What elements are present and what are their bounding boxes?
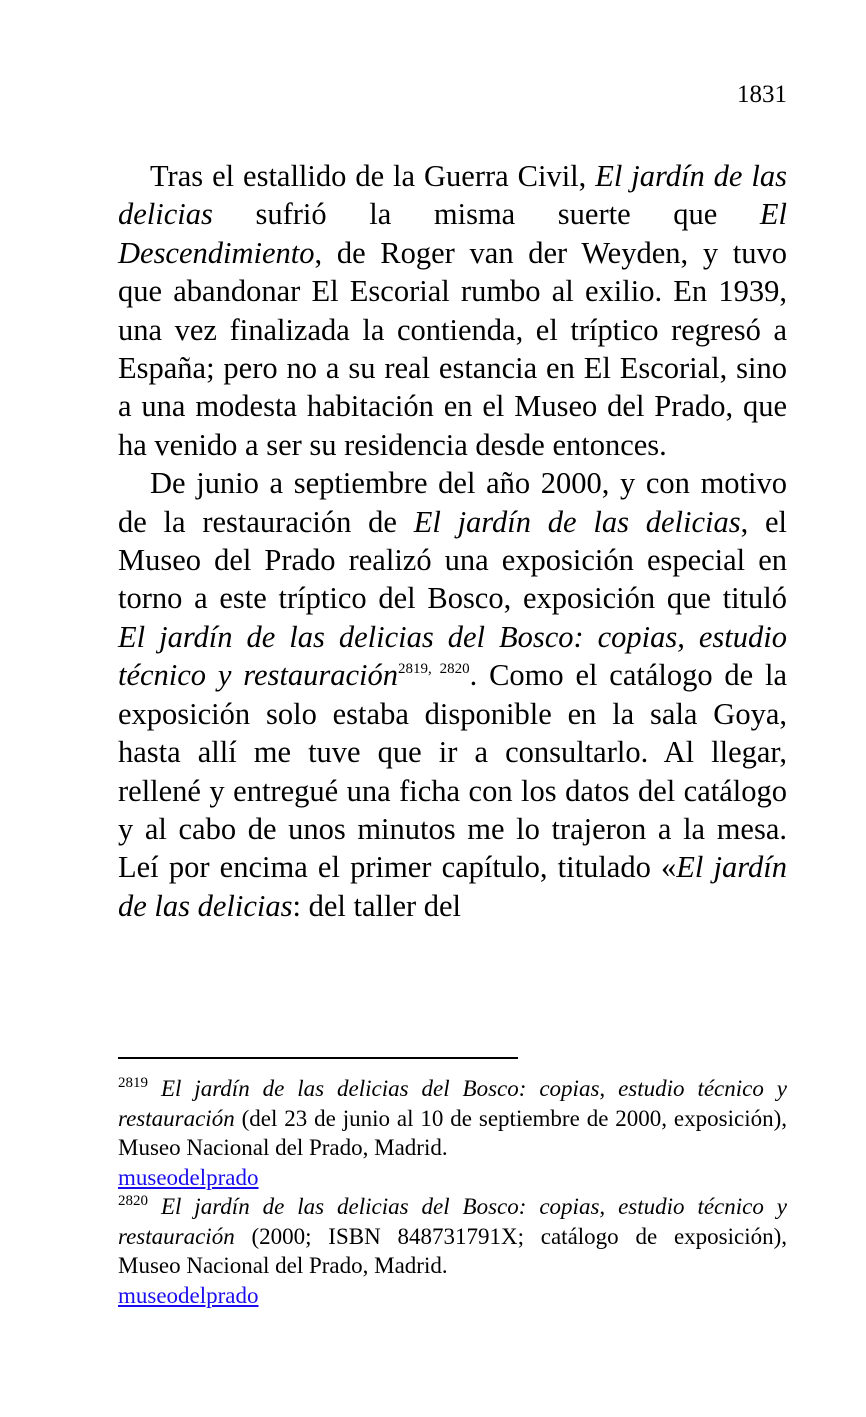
artwork-title: El Descendimiento [118, 197, 787, 270]
body-text [118, 157, 787, 925]
paragraph-2: De junio a septiembre del año 2000, y con motivo de la restauración de El jardín de las delicias, el Museo del Prado realizó una exposición especial en torno a este tríptico del Bosco, exposición que tituló El jardín de las delicias del Bosco: copias, estudio técnico y restauración$^{2819, 2820}$. Como el catálogo de la exposición solo estaba disponible en la sala Goya, hasta allí me tuve que ir a consultarlo. Al llegar, rellené y entregué una ficha con los datos del catálogo y al cabo de unos minutos me lo trajeron a la mesa. Leí por encima el primer capítulo, titulado «El jardín de las delicias: del taller del [118, 466, 788, 923]
footnote-divider [118, 1057, 518, 1059]
footnote-2819: $^{2819}$ El jardín de las delicias del Bosco: copias, estudio técnico y restauración (del 23 de junio al 10 de septiembre de 2000, exposición), Museo Nacional del Prado, Madrid. museodelprado [118, 1074, 787, 1192]
footnote-ref-2820[interactable]: 2820 [439, 661, 470, 678]
footnotes [118, 1074, 787, 1310]
footnote-title: El jardín de las delicias del Bosco: copias, estudio técnico y restauración [118, 1076, 787, 1131]
artwork-title: El jardín de las delicias [118, 850, 787, 923]
footnote-link[interactable]: museodelprado [118, 1164, 259, 1190]
artwork-title: El jardín de las delicias [413, 504, 741, 539]
footnote-2820: $^{2820}$ El jardín de las delicias del Bosco: copias, estudio técnico y restauración (2000; ISBN 848731791X; catálogo de exposición), Museo Nacional del Prado, Madrid. museodelprado [118, 1192, 787, 1310]
footnote-ref-2819[interactable]: 2819, 2820 [397, 661, 470, 678]
exhibition-title: El jardín de las delicias del Bosco: copias, estudio técnico y restauración [118, 619, 787, 693]
footnote-number: 2819 [118, 1075, 148, 1091]
footnote-title: El jardín de las delicias del Bosco: copias, estudio técnico y restauración [118, 1194, 787, 1249]
footnote-number: 2820 [118, 1193, 148, 1209]
page-number: 1831 [737, 81, 787, 108]
paragraph-1: Tras el estallido de la Guerra Civil, El jardín de las delicias sufrió la misma suerte que El Descendimiento, de Roger van der Weyden, y tuvo que abandonar El Escorial rumbo al exilio. En 1939, una vez finalizada la contienda, el tríptico regresó a España; pero no a su real estancia en El Escorial, sino a una modesta habitación en el Museo del Prado, que ha venido a ser su residencia desde entonces. [118, 159, 788, 462]
artwork-title: El jardín de las delicias [118, 159, 788, 232]
footnote-link[interactable]: museodelprado [118, 1282, 259, 1308]
